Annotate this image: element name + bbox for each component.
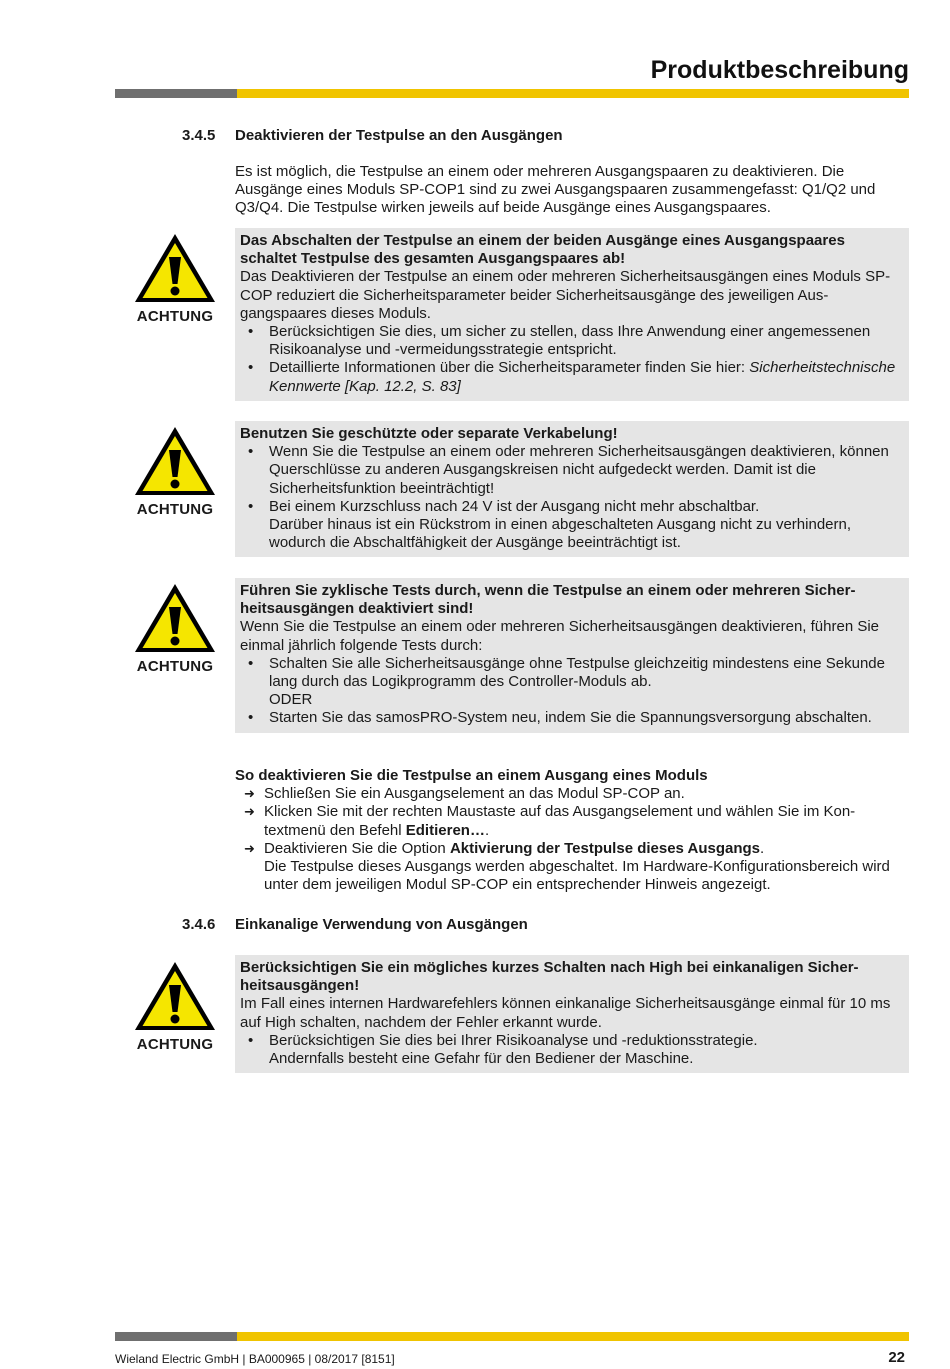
warning-label: ACHTUNG [136,501,214,518]
warning-icon-4 [133,960,217,1054]
section-heading-346 [182,916,528,934]
warning-bullets [240,655,904,728]
arrow-right-icon: ➜ [244,840,255,856]
cross-reference-link[interactable]: Sicherheitstechnische Kennwerte [Kap. 12.2, S. 83] [269,359,896,395]
section-heading-345 [182,127,563,145]
list-item: • Berücksichtigen Sie dies bei Ihrer Risikoanalyse und -reduktionsstrategie. Andernfalls besteht eine Gefahr für den Bediener der Maschine. [240,1032,904,1068]
warning-title: Führen Sie zyklische Tests durch, wenn die Testpulse an einem oder mehreren Sicherheitsausgängen deaktiviert sind! [240,582,856,618]
warning-bullets [240,323,904,396]
warning-triangle-icon [133,425,217,497]
warning-box-2 [235,421,909,557]
list-item: • Detaillierte Informationen über die Sicherheitsparameter finden Sie hier: Sicherheitstechnische Kennwerte [Kap. 12.2, S. 83] [240,359,904,395]
warning-title: Berücksichtigen Sie ein mögliches kurzes Schalten nach High bei einkanaligen Sicherheitsausgängen! [240,959,859,995]
warning-body: Im Fall eines internen Hardwarefehlers können einkanalige Sicherheitsausgänge einmal für 10 ms auf High schalten, nachdem der Fehler erkannt wurde. [240,995,891,1031]
warning-bullets [240,1032,904,1068]
warning-triangle-icon [133,960,217,1032]
warning-icon-2 [133,425,217,519]
section-number: 3.4.6 [182,916,216,933]
section-number: 3.4.5 [182,127,216,144]
warning-icon-1 [133,232,217,326]
section-title: Deaktivieren der Testpulse an den Ausgängen [235,127,563,144]
list-item: • Bei einem Kurzschluss nach 24 V ist der Ausgang nicht mehr abschaltbar. Darüber hinaus ist ein Rückstrom in einen abgeschalteten Ausgang nicht zu verhindern, wodurch die Abschaltfähigkeit der Ausgänge beeinträchtigt ist. [240,498,904,553]
warning-box-4 [235,955,909,1073]
section-intro: Es ist möglich, die Testpulse an einem oder mehreren Ausgangspaaren zu deaktivieren. Die Ausgänge eines Moduls SP-COP1 sind zu zwei Ausgangspaaren zusammengefasst: Q1/Q2 und Q3/Q4. Die Testpulse wirken jeweils auf beide Ausgänge eines Ausgangspaares. [235,163,876,217]
arrow-right-icon: ➜ [244,804,255,820]
list-item: • Berücksichtigen Sie dies, um sicher zu stellen, dass Ihre Anwendung einer angemessenen Risikoanalyse und -vermeidungsstrategie entspricht. [240,323,904,359]
list-item: ➜ Schließen Sie ein Ausgangselement an das Modul SP-COP an. [244,785,685,803]
warning-icon-3 [133,582,217,676]
list-item: • Wenn Sie die Testpulse an einem oder mehreren Sicherheitsausgängen deaktivieren, können Querschlüsse zu anderen Ausgangskreisen nicht aufgedeckt werden. Damit ist die Sicherheitsfunktion beeinträchtigt! [240,443,904,498]
page-title: Produktbeschreibung [650,56,909,84]
section-title: Einkanalige Verwendung von Ausgängen [235,916,528,933]
warning-bullets [240,443,904,552]
list-item: • Starten Sie das samosPRO-System neu, indem Sie die Spannungsversorgung abschalten. [240,709,904,727]
footer-rule [115,1332,909,1341]
list-item: ➜ Deaktivieren Sie die Option Aktivierung der Testpulse dieses Ausgangs. Die Testpulse dieses Ausgangs werden abgeschaltet. Im Hardware-Konfigurationsbereich wird unter dem jeweiligen Modul SP-COP ein entsprechender Hinweis angezeigt. [244,839,890,894]
page-number: 22 [888,1349,905,1366]
warning-title: Das Abschalten der Testpulse an einem der beiden Ausgänge eines Ausgangspaares schaltet Testpulse des gesamten Ausgangspaares ab! [240,232,845,268]
warning-triangle-icon [133,232,217,304]
procedure-steps [235,785,905,894]
arrow-right-icon: ➜ [244,786,255,802]
warning-label: ACHTUNG [136,1036,214,1053]
list-item: • Schalten Sie alle Sicherheitsausgänge ohne Testpulse gleichzeitig mindestens eine Sekunde lang durch das Logikprogramm des Controller-Moduls ab. ODER [240,655,904,710]
procedure-title: So deaktivieren Sie die Testpulse an einem Ausgang eines Moduls [235,767,708,784]
list-item: ➜ Klicken Sie mit der rechten Maustaste auf das Ausgangselement und wählen Sie im Kontextmenü den Befehl Editieren…. [244,803,856,839]
header-rule [115,89,909,98]
warning-title: Benutzen Sie geschützte oder separate Verkabelung! [240,425,618,442]
warning-label: ACHTUNG [136,658,214,675]
procedure-block [235,767,905,894]
warning-body: Wenn Sie die Testpulse an einem oder mehreren Sicherheitsausgängen deaktivieren, führen Sie einmal jährlich folgende Tests durch: [240,618,880,654]
warning-triangle-icon [133,582,217,654]
footer-text: Wieland Electric GmbH | BA000965 | 08/2017 [8151] [115,1352,395,1366]
warning-box-3 [235,578,909,733]
warning-box-1 [235,228,909,401]
warning-label: ACHTUNG [136,308,214,325]
warning-body: Das Deaktivieren der Testpulse an einem oder mehreren Sicherheitsausgängen eines Moduls SP-COP reduziert die Sicherheitsparameter beider Sicherheitsausgänge des jeweiligen Ausgangspaares dieses Moduls. [240,268,891,322]
